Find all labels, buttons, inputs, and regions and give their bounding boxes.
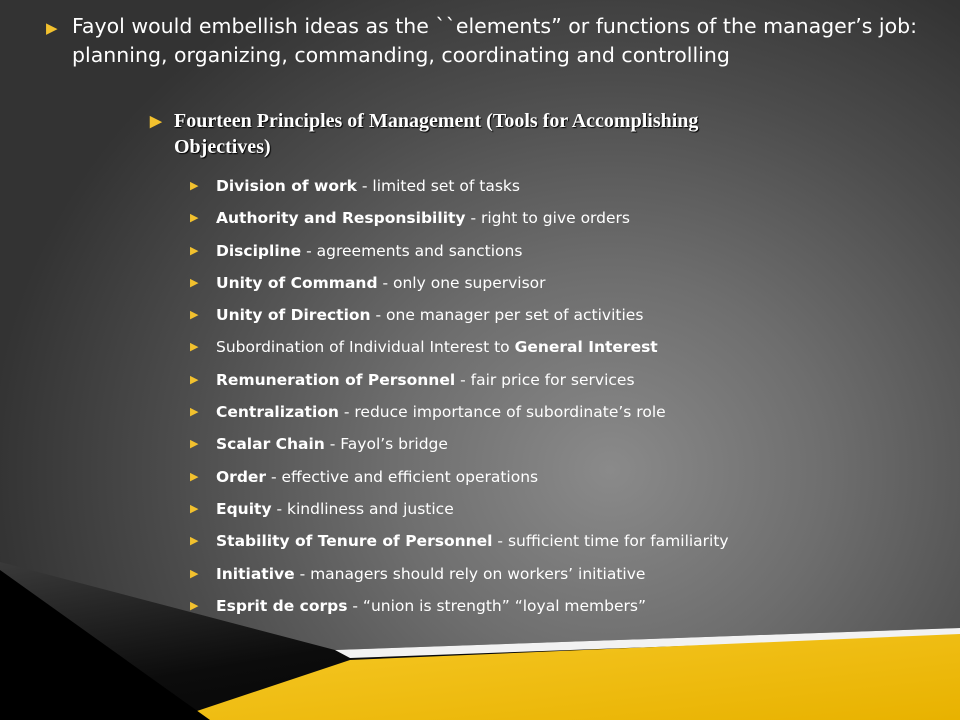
principle-description: Subordination of Individual Interest to (216, 338, 515, 357)
principle-description: - only one supervisor (377, 273, 546, 292)
principle-description: - effective and efficient operations (266, 467, 539, 486)
list-item (190, 364, 930, 396)
principle-description: - “union is strength” “loyal members” (347, 596, 647, 615)
list-item (190, 558, 930, 590)
principle-term: Centralization (216, 403, 339, 422)
principle-term-suffix: General Interest (514, 338, 658, 357)
principle-description: - managers should rely on workers’ initiative (294, 564, 646, 583)
list-item (190, 299, 930, 331)
principle-term: Order (216, 467, 267, 486)
list-item (190, 170, 930, 202)
principles-heading (150, 108, 710, 160)
triangle-right-icon: ▶ (190, 243, 199, 257)
principle-term: Equity (216, 499, 272, 518)
triangle-right-icon: ▶ (150, 114, 162, 130)
principle-description: - Fayol’s bridge (324, 435, 448, 454)
principle-term: Esprit de corps (216, 596, 348, 615)
principle-term: Scalar Chain (216, 435, 325, 454)
principle-description: - reduce importance of subordinate’s role (338, 403, 666, 422)
principle-term: Division of work (216, 177, 357, 195)
principle-description: - right to give orders (465, 209, 630, 228)
principle-description: - kindliness and justice (271, 499, 454, 518)
principle-term: Discipline (216, 241, 302, 260)
triangle-right-icon: ▶ (190, 405, 199, 419)
list-item (190, 590, 930, 622)
triangle-right-icon: ▶ (190, 566, 199, 580)
triangle-right-icon: ▶ (190, 469, 199, 483)
triangle-right-icon: ▶ (190, 308, 199, 322)
list-item (190, 235, 930, 267)
principle-term: Remuneration of Personnel (216, 370, 456, 389)
list-item (190, 331, 930, 363)
list-item (190, 493, 930, 525)
triangle-right-icon: ▶ (190, 598, 199, 612)
triangle-right-icon: ▶ (190, 534, 199, 548)
triangle-right-icon: ▶ (190, 275, 199, 289)
list-item (190, 267, 930, 299)
principle-term: Stability of Tenure of Personnel (216, 532, 493, 551)
list-item (190, 525, 930, 557)
triangle-right-icon: ▶ (190, 501, 199, 515)
intro-text: Fayol would embellish ideas as the ``elements” or functions of the manager’s job: planning, organizing, commanding, coordinating and controlling (72, 14, 918, 67)
principle-term: Initiative (216, 564, 295, 583)
principle-description: - sufficient time for familiarity (492, 532, 729, 551)
list-item (190, 461, 930, 493)
triangle-right-icon: ▶ (46, 19, 58, 37)
triangle-right-icon: ▶ (190, 179, 199, 192)
principle-description: - one manager per set of activities (370, 306, 644, 325)
triangle-right-icon: ▶ (190, 372, 199, 386)
list-item (190, 396, 930, 428)
triangle-right-icon: ▶ (190, 211, 199, 225)
principle-term: Unity of Command (216, 273, 378, 292)
principle-term: Unity of Direction (216, 306, 371, 325)
principles-heading-text: Fourteen Principles of Management (Tools for Accomplishing Objectives) (174, 110, 699, 158)
list-item (190, 428, 930, 460)
principles-list (190, 170, 930, 622)
triangle-right-icon: ▶ (190, 437, 199, 451)
principle-term: Authority and Responsibility (216, 209, 466, 228)
list-item (190, 202, 930, 234)
intro-bullet (46, 12, 946, 70)
principle-description: - agreements and sanctions (301, 241, 523, 260)
principle-description: - limited set of tasks (356, 177, 520, 195)
principle-description: - fair price for services (455, 370, 635, 389)
triangle-right-icon: ▶ (190, 340, 199, 354)
